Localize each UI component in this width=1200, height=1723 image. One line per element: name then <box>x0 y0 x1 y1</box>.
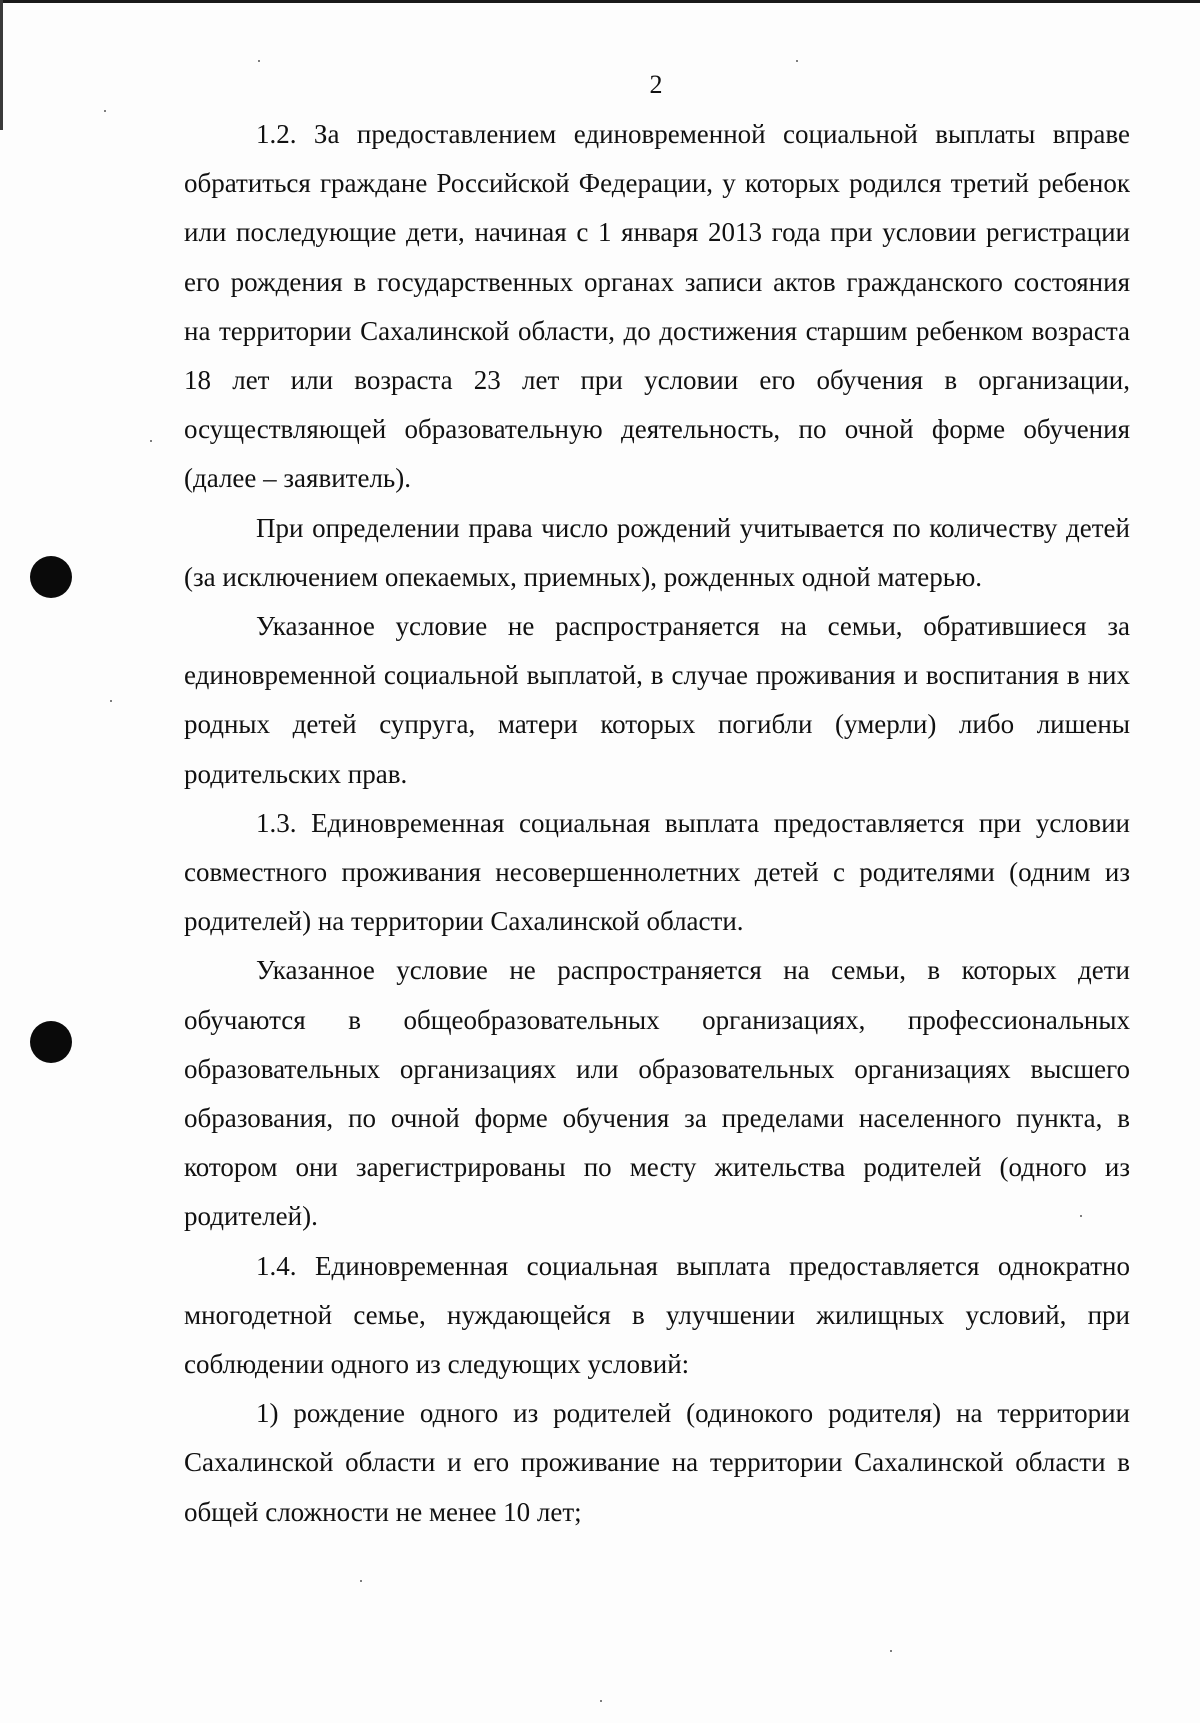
document-body <box>184 110 1130 1537</box>
scan-top-edge <box>0 0 1200 3</box>
scan-speck <box>360 1580 362 1582</box>
scan-left-edge <box>0 0 3 130</box>
scan-speck <box>110 700 112 702</box>
paragraph-1-3: 1.3. Единовременная социальная выплата предоставляется при условии совместного проживания несовершеннолетних детей с родителями (одним из родителей) на территории Сахалинской области. <box>184 807 1130 937</box>
scan-speck <box>258 60 260 62</box>
punch-hole <box>30 556 72 598</box>
scan-speck <box>796 60 798 62</box>
page-number: 2 <box>649 70 663 99</box>
scan-speck <box>890 1650 892 1652</box>
paragraph-birth-count: При определении права число рождений учитывается по количеству детей (за исключением опекаемых, приемных), рожденных одной матерью. <box>184 512 1130 592</box>
paragraph-condition-1: 1) рождение одного из родителей (одинокого родителя) на территории Сахалинской области и его проживание на территории Сахалинской области в общей сложности не менее 10 лет; <box>184 1398 1130 1527</box>
scan-speck <box>104 110 106 112</box>
scan-speck <box>600 1700 602 1702</box>
punch-hole <box>30 1021 72 1063</box>
scan-speck <box>150 440 152 442</box>
paragraph-condition-spouse: Указанное условие не распространяется на семьи, обратившиеся за единовременной социальной выплатой, в случае проживания и воспитания в них родных детей супруга, матери которых погибли (умерли) либо лишены родительских прав. <box>184 611 1130 789</box>
paragraph-1-2: 1.2. За предоставлением единовременной социальной выплаты вправе обратиться граждане Российской Федерации, у которых родился третий ребенок или последующие дети, начиная с 1 января 2013 года при условии регистрации его рождения в государственных органах записи актов гражданского состояния на территории Сахалинской области, до достижения старшим ребенком возраста 18 лет или возраста 23 лет при условии его обучения в организации, осуществляющей образовательную деятельность, по очной форме обучения (далее – заявитель). <box>184 119 1130 494</box>
paragraph-condition-education: Указанное условие не распространяется на семьи, в которых дети обучаются в общеобразовательных организациях, профессиональных образовательных организациях или образовательных организациях высшего образования, по очной форме обучения за пределами населенного пункта, в котором они зарегистрированы по месту жительства родителей (одного из родителей). <box>184 955 1130 1232</box>
paragraph-1-4: 1.4. Единовременная социальная выплата предоставляется однократно многодетной семье, нуждающейся в улучшении жилищных условий, при соблюдении одного из следующих условий: <box>184 1250 1130 1380</box>
